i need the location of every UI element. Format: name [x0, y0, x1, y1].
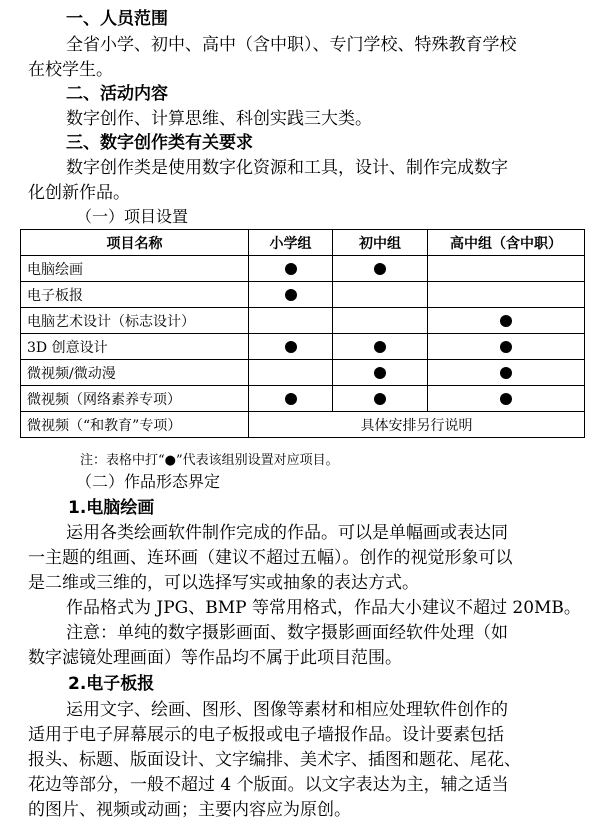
row-name: 电脑艺术设计（标志设计） — [21, 308, 249, 334]
filled-dot-icon — [500, 393, 512, 405]
mark-cell — [333, 386, 428, 412]
header-junior: 初中组 — [333, 230, 428, 256]
subsection-heading: （一）项目设置 — [76, 207, 189, 226]
mark-cell — [249, 360, 333, 386]
row-note: 具体安排另行说明 — [249, 412, 585, 438]
item-2-heading: 2.电子板报 — [68, 674, 155, 694]
filled-dot-icon — [374, 263, 386, 275]
mark-cell — [428, 308, 585, 334]
section-2-text: 数字创作、计算思维、科创实践三大类。 — [66, 109, 372, 129]
section-3-text: 数字创作类是使用数字化资源和工具，设计、制作完成数字 — [66, 158, 508, 178]
section-1-heading: 一、人员范围 — [66, 9, 168, 29]
row-name: 电脑绘画 — [21, 256, 249, 282]
mark-cell — [249, 386, 333, 412]
row-name: 微视频/微动漫 — [21, 360, 249, 386]
filled-dot-icon — [374, 393, 386, 405]
item-2-text: 的图片、视频或动画；主要内容应为原创。 — [28, 800, 351, 820]
filled-dot-icon — [500, 341, 512, 353]
item-2-text: 报头、标题、版面设计、文字编排、美术字、插图和题花、尾花、 — [28, 750, 521, 770]
item-2-text: 花边等部分，一般不超过 4 个版面。以文字表达为主，辅之适当 — [28, 775, 509, 795]
mark-cell — [333, 334, 428, 360]
item-2-text: 适用于电子屏幕展示的电子板报或电子墙报作品。设计要素包括 — [28, 725, 504, 745]
filled-dot-icon — [500, 315, 512, 327]
filled-dot-icon — [374, 367, 386, 379]
mark-cell — [249, 334, 333, 360]
mark-cell — [249, 308, 333, 334]
item-1-text: 是二维或三维的，可以选择写实或抽象的表达方式。 — [28, 573, 419, 593]
mark-cell — [428, 282, 585, 308]
table-row — [21, 360, 585, 386]
mark-cell — [428, 256, 585, 282]
section-1-text: 全省小学、初中、高中（含中职）、专门学校、特殊教育学校 — [66, 35, 517, 55]
mark-cell — [428, 334, 585, 360]
mark-cell — [333, 360, 428, 386]
item-1-text: 作品格式为 JPG、BMP 等常用格式，作品大小建议不超过 20MB。 — [66, 598, 581, 618]
table-row — [21, 334, 585, 360]
item-1-text: 一主题的组画、连环画（建议不超过五幅）。创作的视觉形象可以 — [28, 548, 513, 568]
filled-dot-icon — [285, 393, 297, 405]
project-table — [20, 229, 585, 438]
section-3-text: 化创新作品。 — [28, 183, 130, 203]
table-row — [21, 412, 585, 438]
filled-dot-icon — [500, 367, 512, 379]
table-row — [21, 386, 585, 412]
filled-dot-icon — [374, 341, 386, 353]
table-row — [21, 282, 585, 308]
table-header-row — [21, 230, 585, 256]
row-name: 微视频（“和教育”专项） — [21, 412, 249, 438]
item-1-heading: 1.电脑绘画 — [68, 498, 155, 518]
item-1-text: 注意：单纯的数字摄影画面、数字摄影画面经软件处理（如 — [66, 623, 508, 643]
subsection-heading: （二）作品形态界定 — [76, 472, 221, 491]
section-1-text: 在校学生。 — [28, 60, 113, 80]
header-project-name: 项目名称 — [21, 230, 249, 256]
table-row — [21, 308, 585, 334]
item-1-text: 运用各类绘画软件制作完成的作品。可以是单幅画或表达同 — [66, 523, 508, 543]
section-2-heading: 二、活动内容 — [66, 84, 168, 104]
table-note: 注：表格中打“●”代表该组别设置对应项目。 — [80, 453, 339, 468]
mark-cell — [249, 256, 333, 282]
item-2-text: 运用文字、绘画、图形、图像等素材和相应处理软件创作的 — [66, 700, 508, 720]
mark-cell — [333, 282, 428, 308]
row-name: 3D 创意设计 — [21, 334, 249, 360]
mark-cell — [428, 386, 585, 412]
filled-dot-icon — [285, 263, 297, 275]
row-name: 电子板报 — [21, 282, 249, 308]
filled-dot-icon — [285, 289, 297, 301]
mark-cell — [428, 360, 585, 386]
section-3-heading: 三、数字创作类有关要求 — [66, 133, 253, 153]
header-primary: 小学组 — [249, 230, 333, 256]
row-name: 微视频（网络素养专项） — [21, 386, 249, 412]
table-row — [21, 256, 585, 282]
item-1-text: 数字滤镜处理画面）等作品均不属于此项目范围。 — [28, 648, 402, 668]
filled-dot-icon — [285, 341, 297, 353]
header-senior: 高中组（含中职） — [428, 230, 585, 256]
mark-cell — [249, 282, 333, 308]
mark-cell — [333, 308, 428, 334]
mark-cell — [333, 256, 428, 282]
